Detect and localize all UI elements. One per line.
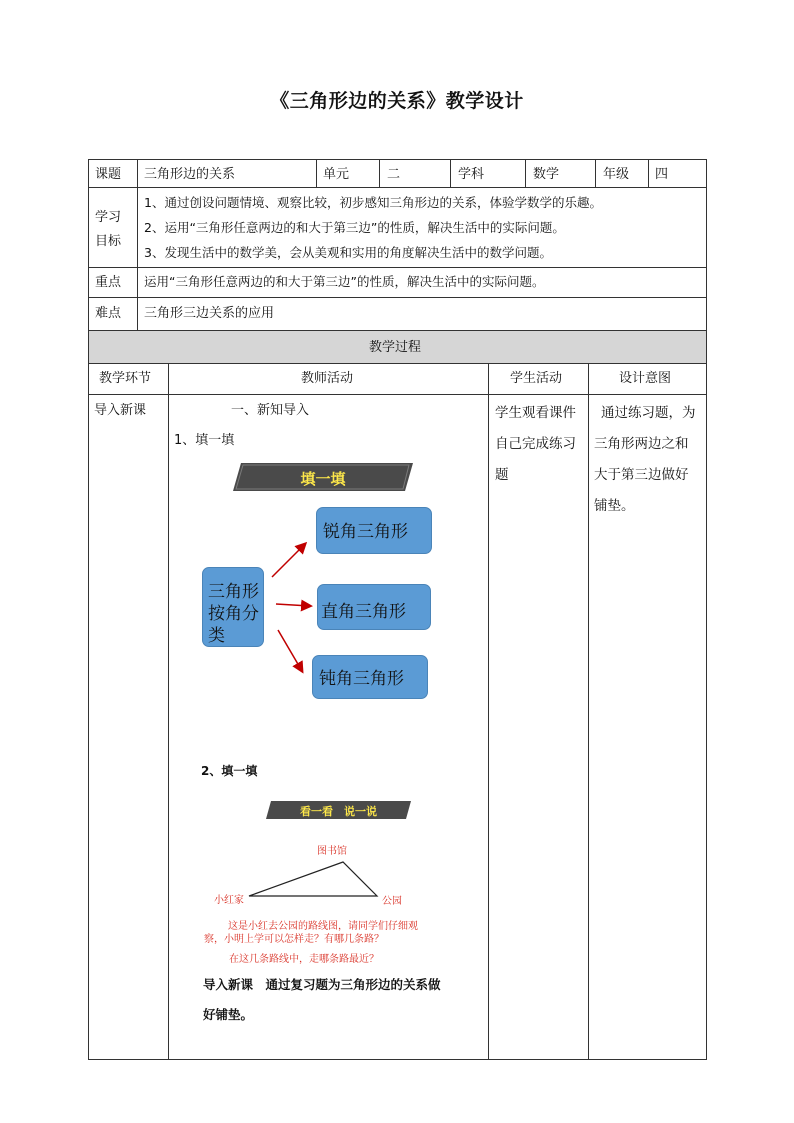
design-intent: [594, 398, 696, 522]
unit-label: 单元: [323, 167, 350, 182]
design-intent-line: 大于第三边做好: [594, 467, 689, 483]
design-intent-line: 三角形两边之和: [594, 436, 689, 452]
fill-in-banner-text: 填一填: [300, 470, 346, 488]
process-header: 教学过程: [369, 340, 422, 355]
objective-item: 1、通过创设问题情境、观察比较，初步感知三角形边的关系，体验学数学的乐趣。: [144, 195, 602, 210]
topic-label: 课题: [95, 167, 122, 182]
map-park-label: 公园: [382, 896, 402, 907]
classify-root-line: 三角形: [208, 582, 259, 602]
look-say-banner-text: 看一看 说一说: [300, 805, 377, 818]
arrow-right: [276, 604, 310, 606]
objectives-label: 学习: [95, 210, 122, 225]
subject-value: 数学: [533, 167, 560, 182]
objective-item: 2、运用“三角形任意两边的和大于第三边”的性质，解决生活中的实际问题。: [144, 220, 565, 235]
document-title: 《三角形边的关系》教学设计: [270, 90, 524, 112]
arrow-obtuse: [278, 630, 302, 671]
exercise-2-title: 2、填一填: [201, 764, 258, 778]
col-teacher: 教师活动: [301, 371, 354, 386]
right-triangle-label: 直角三角形: [321, 602, 406, 622]
objectives-label: 目标: [95, 234, 122, 249]
classify-root-line: 类: [208, 626, 225, 646]
grade-label: 年级: [603, 167, 630, 182]
map-question-1: 这是小红去公园的路线图，请同学们仔细观: [228, 921, 418, 932]
design-intent-line: 铺垫。: [594, 498, 635, 514]
summary-text: 好铺垫。: [203, 1007, 254, 1022]
exercise-1-title: 1、填一填: [174, 433, 235, 448]
difficulty-label: 难点: [95, 306, 122, 321]
unit-value: 二: [387, 167, 401, 182]
col-intent: 设计意图: [619, 371, 672, 386]
student-activity-line: 学生观看课件: [495, 405, 576, 421]
stage-value: 导入新课: [94, 403, 147, 418]
col-student: 学生活动: [510, 371, 563, 386]
map-question-2: 在这几条路线中，走哪条路最近？: [229, 954, 379, 965]
section-title: 一、新知导入: [231, 403, 310, 418]
obtuse-triangle-label: 钝角三角形: [319, 669, 404, 689]
objective-item: 3、发现生活中的数学美，会从美观和实用的角度解决生活中的数学问题。: [144, 245, 552, 260]
map-home-label: 小红家: [214, 895, 244, 906]
arrow-acute: [272, 544, 305, 577]
design-intent-line: 通过练习题，为: [601, 405, 696, 421]
map-library-label: 图书馆: [317, 846, 347, 857]
key-point-value: 运用“三角形任意两边的和大于第三边”的性质，解决生活中的实际问题。: [144, 274, 545, 289]
summary-text: 导入新课 通过复习题为三角形边的关系做: [203, 977, 441, 992]
student-activity: [495, 398, 576, 491]
student-activity-line: 题: [495, 467, 509, 483]
key-point-label: 重点: [95, 275, 122, 290]
route-triangle: [249, 862, 377, 896]
look-say-banner: [266, 801, 411, 819]
classify-root-line: 按角分: [208, 604, 259, 624]
acute-triangle-label: 锐角三角形: [323, 522, 408, 542]
subject-label: 学科: [458, 167, 485, 182]
difficulty-value: 三角形三边关系的应用: [144, 306, 275, 321]
grade-value: 四: [655, 167, 669, 182]
student-activity-line: 自己完成练习: [495, 436, 576, 452]
topic-value: 三角形边的关系: [144, 167, 236, 182]
map-question-1: 察，小明上学可以怎样走？有哪几条路？: [204, 934, 384, 945]
col-stage: 教学环节: [99, 371, 152, 386]
